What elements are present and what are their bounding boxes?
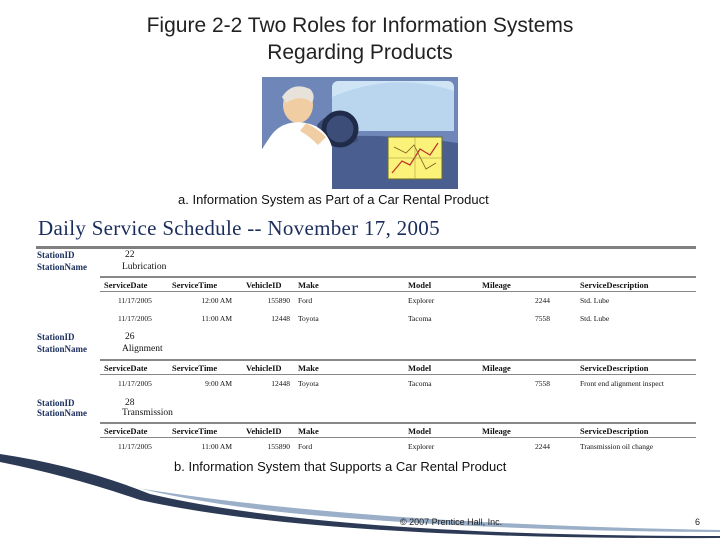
table-cell: 11/17/2005: [118, 314, 152, 323]
service-schedule-report: [30, 212, 696, 472]
header-rule: [100, 276, 696, 278]
column-header: ServiceDescription: [580, 426, 649, 436]
table-cell: Std. Lube: [580, 314, 610, 323]
table-cell: 11:00 AM: [201, 442, 232, 451]
column-header: ServiceTime: [172, 363, 218, 373]
column-header: VehicleID: [246, 426, 282, 436]
station-id-value: 26: [125, 332, 135, 342]
station-id-value: 28: [125, 398, 135, 408]
table-cell: Toyota: [298, 379, 319, 388]
column-header: ServiceDescription: [580, 363, 649, 373]
table-cell: 9:00 AM: [205, 379, 232, 388]
table-cell: 155890: [267, 442, 290, 451]
table-cell: 11/17/2005: [118, 442, 152, 451]
column-header: ServiceDate: [104, 426, 148, 436]
table-cell: Explorer: [408, 296, 435, 305]
station-id-label: StationID: [37, 398, 75, 408]
column-header: Mileage: [482, 426, 511, 436]
column-header: Model: [408, 280, 432, 290]
copyright-footer: © 2007 Prentice Hall, Inc.: [400, 517, 503, 527]
table-cell: 2244: [535, 296, 550, 305]
station-name-value: Lubrication: [122, 262, 167, 272]
column-header: VehicleID: [246, 280, 282, 290]
table-cell: 12448: [271, 379, 290, 388]
header-rule: [100, 437, 696, 438]
table-cell: Transmission oil change: [580, 442, 654, 451]
table-cell: Toyota: [298, 314, 319, 323]
station-name-value: Transmission: [122, 408, 173, 418]
column-header: VehicleID: [246, 363, 282, 373]
report-title-rule: [36, 246, 696, 249]
header-rule: [100, 359, 696, 361]
station-id-label: StationID: [37, 332, 75, 342]
slide-title-line-2: Regarding Products: [267, 41, 453, 64]
header-rule: [100, 291, 696, 292]
table-cell: Tacoma: [408, 314, 432, 323]
column-header: Make: [298, 426, 319, 436]
report-title: Daily Service Schedule -- November 17, 2005: [38, 216, 440, 240]
header-rule: [100, 422, 696, 424]
caption-b: b. Information System that Supports a Car Rental Product: [170, 459, 510, 474]
station-id-label: StationID: [37, 250, 75, 260]
column-header: ServiceDate: [104, 280, 148, 290]
table-cell: Explorer: [408, 442, 435, 451]
column-header: Mileage: [482, 280, 511, 290]
station-id-value: 22: [125, 250, 135, 260]
slide-title-line-1: Figure 2-2 Two Roles for Information Systems: [146, 14, 574, 37]
column-header: Make: [298, 280, 319, 290]
column-header: ServiceDate: [104, 363, 148, 373]
table-cell: 12:00 AM: [201, 296, 232, 305]
table-cell: 11/17/2005: [118, 379, 152, 388]
column-header: ServiceDescription: [580, 280, 649, 290]
column-header: Make: [298, 363, 319, 373]
column-header: ServiceTime: [172, 426, 218, 436]
table-cell: 11/17/2005: [118, 296, 152, 305]
driver-navigation-illustration: [262, 77, 458, 189]
table-cell: 7558: [535, 314, 550, 323]
table-cell: Front end alignment inspect: [580, 379, 664, 388]
column-header: Mileage: [482, 363, 511, 373]
station-name-label: StationName: [37, 262, 87, 272]
caption-a: a. Information System as Part of a Car Rental Product: [178, 192, 489, 207]
table-cell: Tacoma: [408, 379, 432, 388]
station-name-label: StationName: [37, 408, 87, 418]
table-cell: 12448: [271, 314, 290, 323]
column-header: Model: [408, 426, 432, 436]
station-name-label: StationName: [37, 344, 87, 354]
column-header: Model: [408, 363, 432, 373]
table-cell: 11:00 AM: [201, 314, 232, 323]
header-rule: [100, 374, 696, 375]
table-cell: Std. Lube: [580, 296, 610, 305]
page-number: 6: [695, 517, 701, 527]
slide-title: [40, 12, 680, 66]
station-name-value: Alignment: [122, 344, 163, 354]
table-cell: Ford: [298, 442, 313, 451]
column-header: ServiceTime: [172, 280, 218, 290]
table-cell: 2244: [535, 442, 550, 451]
table-cell: 7558: [535, 379, 550, 388]
table-cell: Ford: [298, 296, 313, 305]
table-cell: 155890: [267, 296, 290, 305]
